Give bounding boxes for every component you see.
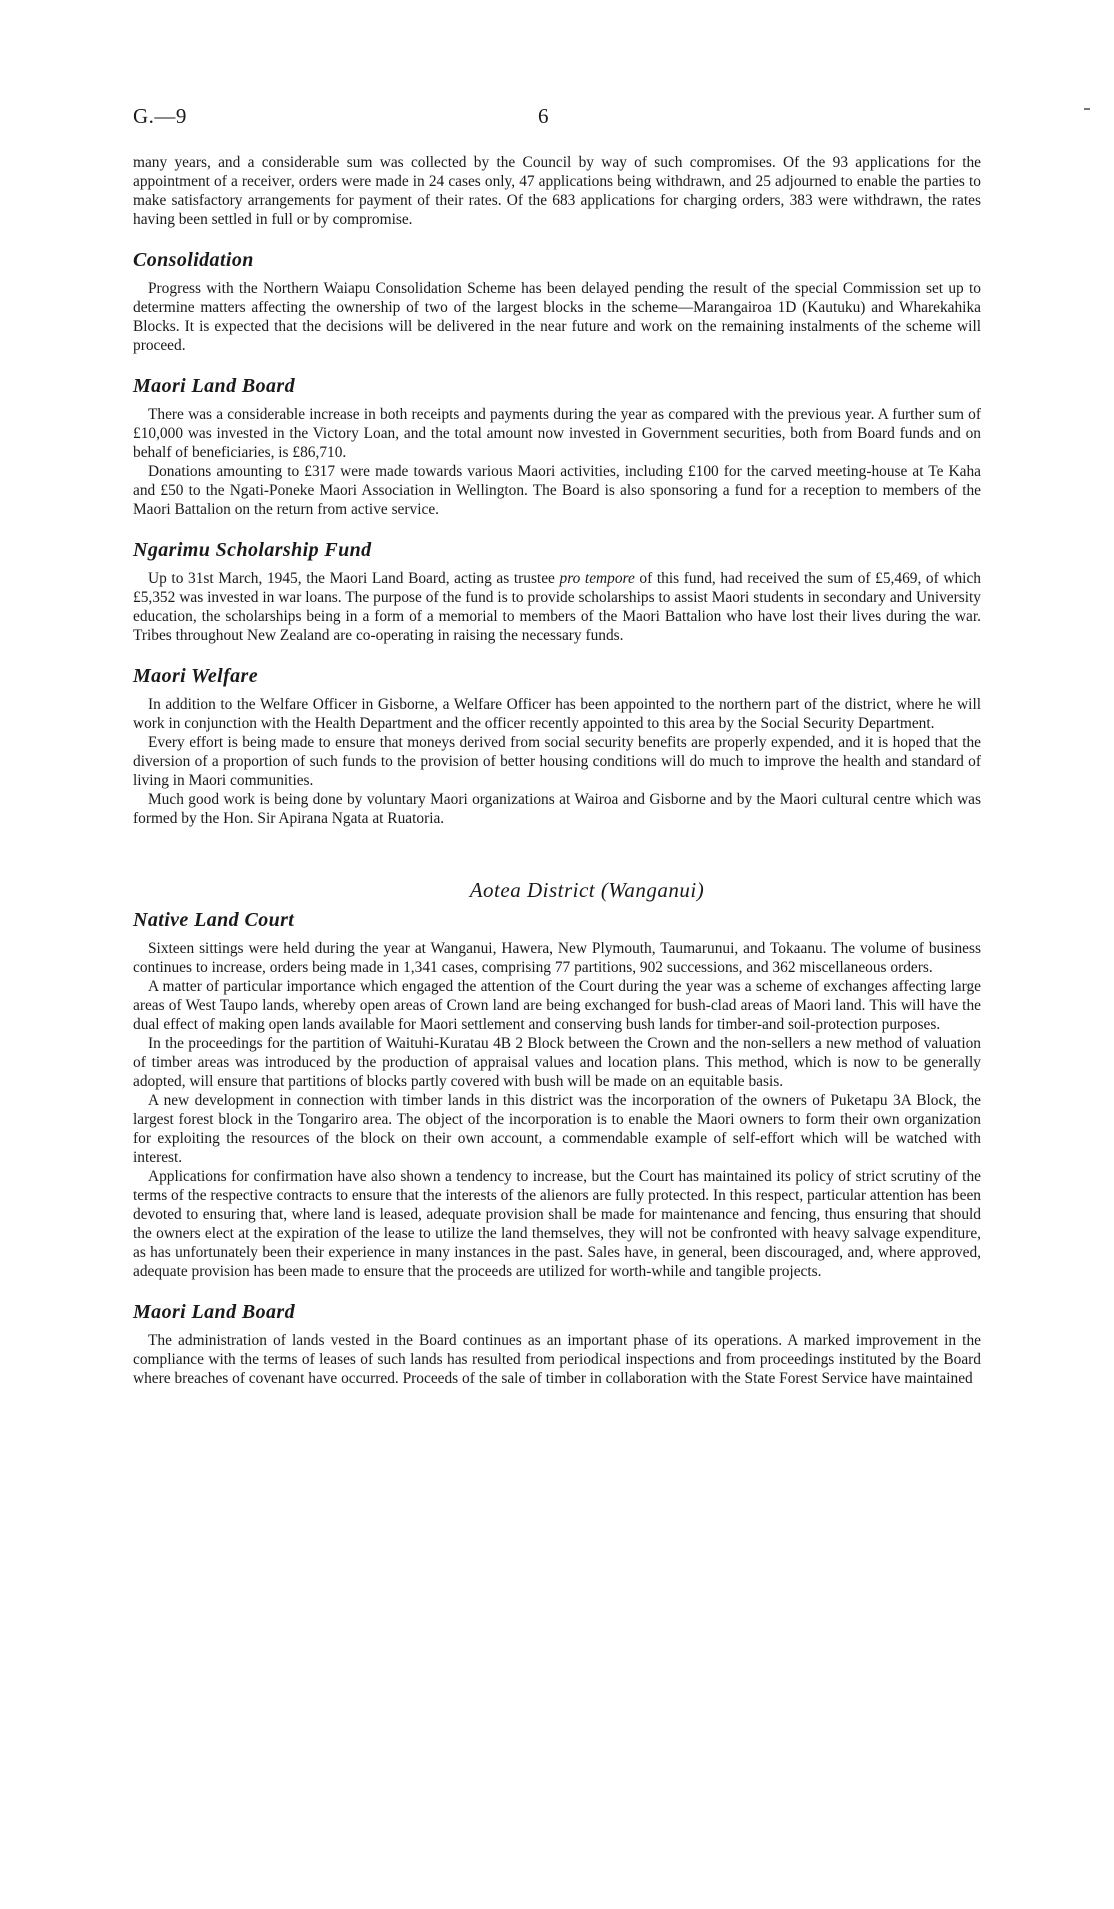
paragraph: Progress with the Northern Waiapu Consolidation Scheme has been delayed pending the result of the special Commission set up to determine matters affecting the ownership of two of the largest blocks in the scheme—Marangairoa 1D (Kautuku) and Wharekahika Blocks. It is expected that the decisions will be delivered in the near future and work on the remaining instalments of the scheme will proceed. bbox=[133, 280, 981, 354]
scan-edge-mark bbox=[1084, 108, 1090, 110]
italic-term: pro tempore bbox=[559, 570, 635, 587]
paragraph-text: Up to 31st March, 1945, the Maori Land Board, acting as trustee bbox=[148, 570, 560, 587]
paragraph: A matter of particular importance which engaged the attention of the Court during the year was a scheme of exchanges affecting large areas of West Taupo lands, whereby open areas of Crown land are being exchanged for bush-clad areas of Maori land. This will have the dual effect of making open lands available for Maori settlement and conserving bush lands for timber-and soil-protection purposes. bbox=[133, 978, 981, 1033]
section-native-land-court bbox=[133, 908, 981, 1281]
paragraph bbox=[133, 569, 981, 645]
report-code: G.—9 bbox=[133, 104, 187, 128]
paragraph: Applications for confirmation have also shown a tendency to increase, but the Court has maintained its policy of strict scrutiny of the terms of the respective contracts to ensure that the interests of the alienors are fully protected. In this respect, particular attention has been devoted to ensuring that, where land is leased, adequate provision shall be made for maintenance and fencing, thus ensuring that should the owners elect at the expiration of the lease to utilize the land themselves, they will not be confronted with heavy salvage expenditure, as has unfortunately been their experience in many instances in the past. Sales have, in general, been discouraged, and, where approved, adequate provision has been made to ensure that the proceeds are utilized for worth-while and tangible projects. bbox=[133, 1168, 981, 1280]
paragraph: In addition to the Welfare Officer in Gisborne, a Welfare Officer has been appointed to the northern part of the district, where he will work in conjunction with the Health Department and the officer recently appointed to this area by the Social Security Department. bbox=[133, 696, 981, 732]
section-consolidation bbox=[133, 248, 981, 355]
heading-consolidation: Consolidation bbox=[133, 249, 254, 271]
heading-maori-welfare: Maori Welfare bbox=[133, 665, 259, 687]
heading-maori-land-board: Maori Land Board bbox=[133, 1301, 295, 1323]
heading-ngarimu-scholarship-fund: Ngarimu Scholarship Fund bbox=[133, 539, 372, 561]
page-body bbox=[133, 153, 981, 1388]
heading-maori-land-board: Maori Land Board bbox=[133, 375, 295, 397]
paragraph: Much good work is being done by voluntary Maori organizations at Wairoa and Gisborne and by the Maori cultural centre which was formed by the Hon. Sir Apirana Ngata at Ruatoria. bbox=[133, 791, 981, 827]
intro-paragraph: many years, and a considerable sum was collected by the Council by way of such compromises. Of the 93 applications for the appointment of a receiver, orders were made in 24 cases only, 47 applications being withdrawn, and 25 adjourned to enable the parties to make satisfactory arrangements for payment of their rates. Of the 683 applications for charging orders, 383 were withdrawn, the rates having been settled in full or by compromise. bbox=[133, 154, 981, 228]
paragraph: The administration of lands vested in the Board continues as an important phase of its operations. A marked improvement in the compliance with the terms of leases of such lands has resulted from periodical inspections and from proceedings instituted by the Board where breaches of covenant have occurred. Proceeds of the sale of timber in collaboration with the State Forest Service have maintained bbox=[133, 1332, 981, 1387]
section-maori-welfare bbox=[133, 664, 981, 828]
section-ngarimu-scholarship-fund bbox=[133, 538, 981, 645]
heading-native-land-court: Native Land Court bbox=[133, 909, 295, 931]
paragraph: In the proceedings for the partition of Waituhi-Kuratau 4B 2 Block between the Crown and the non-sellers a new method of valuation of timber areas was introduced by the production of appraisal values and location plans. This method, which is now to be generally adopted, will ensure that partitions of blocks partly covered with bush will be made on an equitable basis. bbox=[133, 1035, 981, 1090]
page-number: 6 bbox=[538, 104, 549, 128]
paragraph: A new development in connection with timber lands in this district was the incorporation of the owners of Puketapu 3A Block, the largest forest block in the Tongariro area. The object of the incorporation is to enable the Maori owners to form their own organization for exploiting the resources of the block on their own account, a commendable example of self-effort which will be watched with interest. bbox=[133, 1092, 981, 1166]
section-maori-land-board bbox=[133, 374, 981, 519]
paragraph: Every effort is being made to ensure that moneys derived from social security benefits are properly expended, and it is hoped that the diversion of a proportion of such funds to the provision of better housing conditions will do much to improve the health and standard of living in Maori communities. bbox=[133, 734, 981, 789]
page-header bbox=[133, 104, 981, 134]
district-heading: Aotea District (Wanganui) bbox=[469, 878, 705, 902]
paragraph: Donations amounting to £317 were made towards various Maori activities, including £100 for the carved meeting-house at Te Kaha and £50 to the Ngati-Poneke Maori Association in Wellington. The Board is also sponsoring a fund for a reception to members of the Maori Battalion on the return from active service. bbox=[133, 463, 981, 518]
section-maori-land-board-aotea bbox=[133, 1300, 981, 1388]
paragraph-text: of this fund, had received the sum of £5,469, of which £5,352 was invested in war loans. The purpose of the fund is to provide scholarships to assist Maori students in secondary and University education, the scholarships being in a form of a memorial to members of the Maori Battalion who have lost their lives during the war. Tribes throughout New Zealand are co-operating in raising the necessary funds. bbox=[133, 570, 981, 644]
paragraph: Sixteen sittings were held during the year at Wanganui, Hawera, New Plymouth, Taumarunui, and Tokaanu. The volume of business continues to increase, orders being made in 1,341 cases, comprising 77 partitions, 902 successions, and 362 miscellaneous orders. bbox=[133, 940, 981, 976]
paragraph: There was a considerable increase in both receipts and payments during the year as compared with the previous year. A further sum of £10,000 was invested in the Victory Loan, and the total amount now invested in Government securities, both from Board funds and on behalf of beneficiaries, is £86,710. bbox=[133, 406, 981, 461]
